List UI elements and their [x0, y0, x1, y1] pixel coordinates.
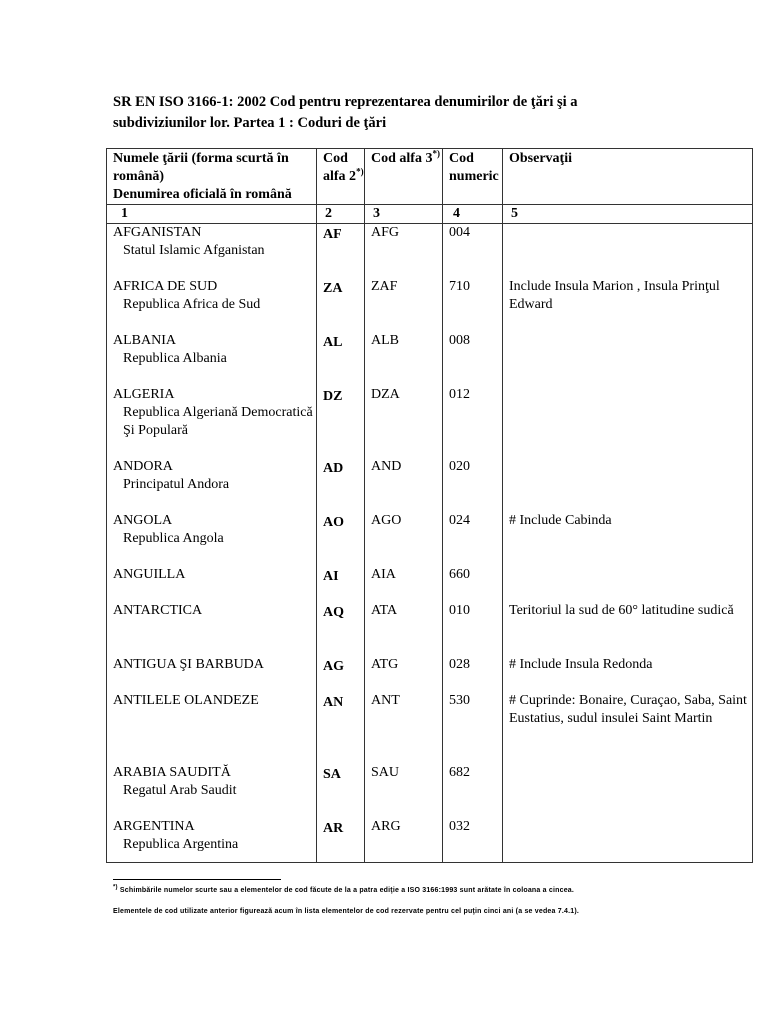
alpha2-cell — [317, 512, 365, 566]
table-row — [107, 566, 753, 602]
alpha2-cell — [317, 764, 365, 818]
numeric-cell: 530 — [443, 692, 503, 764]
header-alpha2: Cod alfa 2*) — [317, 149, 365, 205]
table-row — [107, 278, 753, 332]
table-row — [107, 386, 753, 458]
alpha2-code: AI — [323, 568, 339, 584]
numeric-cell: 032 — [443, 818, 503, 863]
footnote-line-2: Elementele de cod utilizate anterior figurează acum în lista elementelor de cod rezervate pentru cel puţin cinci ani (a se vedea 7.4.1). — [113, 908, 580, 915]
country-short-name: ANTILELE OLANDEZE — [113, 692, 259, 708]
notes-cell — [503, 224, 753, 278]
alpha2-cell — [317, 566, 365, 602]
header-numeric: Cod numeric — [443, 149, 503, 205]
alpha2-code: AG — [323, 658, 344, 674]
numeric-cell: 008 — [443, 332, 503, 386]
footnote-separator — [113, 879, 281, 880]
country-official-name: Republica Angola — [123, 530, 224, 546]
country-cell — [107, 764, 317, 818]
country-cell — [107, 386, 317, 458]
footnote-line-1: *) Schimbările numelor scurte sau a elementelor de cod făcute de la a patra ediţie a ISO 3166:1993 sunt arătate în coloana a cincea. — [113, 884, 575, 894]
country-official-name: Republica Argentina — [123, 836, 239, 852]
alpha2-code: AL — [323, 334, 343, 350]
alpha3-cell: ATA — [365, 602, 443, 656]
country-short-name: ANTIGUA ŞI BARBUDA — [113, 656, 264, 672]
column-number: 1 — [107, 205, 317, 224]
notes-cell — [503, 566, 753, 602]
column-number: 3 — [365, 205, 443, 224]
country-codes-table — [106, 148, 753, 863]
country-short-name: ANDORA — [113, 458, 173, 474]
country-short-name: ALBANIA — [113, 332, 176, 348]
numeric-cell: 012 — [443, 386, 503, 458]
header-country-name: Numele ţării (forma scurtă în română) Denumirea oficială în română — [107, 149, 317, 205]
table-row — [107, 458, 753, 512]
notes-cell: Teritoriul la sud de 60° latitudine sudică — [503, 602, 753, 656]
column-number-row — [107, 205, 753, 224]
alpha2-cell — [317, 278, 365, 332]
country-short-name: ANGUILLA — [113, 566, 186, 582]
country-official-name: Republica Albania — [123, 350, 227, 366]
numeric-cell: 020 — [443, 458, 503, 512]
alpha3-cell: AND — [365, 458, 443, 512]
table-row — [107, 224, 753, 278]
column-number: 5 — [503, 205, 753, 224]
numeric-cell: 682 — [443, 764, 503, 818]
country-short-name: AFGANISTAN — [113, 225, 202, 240]
notes-cell: # Include Insula Redonda — [503, 656, 753, 692]
alpha3-cell: ATG — [365, 656, 443, 692]
country-cell — [107, 602, 317, 656]
numeric-cell: 024 — [443, 512, 503, 566]
alpha2-code: AO — [323, 514, 344, 530]
alpha2-cell — [317, 656, 365, 692]
column-number: 4 — [443, 205, 503, 224]
alpha2-cell — [317, 458, 365, 512]
table-row — [107, 692, 753, 764]
table-row — [107, 818, 753, 863]
alpha3-cell: AIA — [365, 566, 443, 602]
alpha2-code: AR — [323, 820, 344, 836]
country-cell — [107, 278, 317, 332]
alpha3-cell: SAU — [365, 764, 443, 818]
numeric-cell: 028 — [443, 656, 503, 692]
notes-cell — [503, 386, 753, 458]
country-cell — [107, 818, 317, 863]
alpha2-code: DZ — [323, 388, 343, 404]
country-short-name: ARGENTINA — [113, 818, 195, 834]
country-cell — [107, 224, 317, 278]
notes-cell: Include Insula Marion , Insula Prinţul Edward — [503, 278, 753, 332]
country-official-name: Principatul Andora — [123, 476, 230, 492]
alpha3-cell: DZA — [365, 386, 443, 458]
alpha2-code: ZA — [323, 280, 343, 296]
table-row — [107, 602, 753, 656]
alpha2-cell — [317, 386, 365, 458]
document-title: SR EN ISO 3166-1: 2002 Cod pentru reprezentarea denumirilor de ţări şi a subdiviziunilor lor. Partea 1 : Coduri de ţări — [113, 94, 578, 131]
alpha2-cell — [317, 818, 365, 863]
country-short-name: ANTARCTICA — [113, 602, 203, 618]
table-row — [107, 764, 753, 818]
column-number: 2 — [317, 205, 365, 224]
alpha3-cell: AGO — [365, 512, 443, 566]
alpha3-cell: ZAF — [365, 278, 443, 332]
country-short-name: AFRICA DE SUD — [113, 278, 218, 294]
country-cell — [107, 692, 317, 764]
alpha3-cell: ANT — [365, 692, 443, 764]
country-official-name: Statul Islamic Afganistan — [123, 243, 265, 258]
header-alpha3: Cod alfa 3*) — [365, 149, 443, 205]
notes-cell — [503, 332, 753, 386]
alpha3-cell: ALB — [365, 332, 443, 386]
country-cell — [107, 458, 317, 512]
country-cell — [107, 656, 317, 692]
alpha2-cell — [317, 692, 365, 764]
table-row — [107, 656, 753, 692]
notes-cell — [503, 764, 753, 818]
table-row — [107, 332, 753, 386]
numeric-cell: 010 — [443, 602, 503, 656]
alpha2-code: AF — [323, 227, 342, 242]
numeric-cell: 004 — [443, 224, 503, 278]
notes-cell — [503, 458, 753, 512]
alpha2-code: AQ — [323, 604, 344, 620]
table-row — [107, 512, 753, 566]
country-short-name: ALGERIA — [113, 386, 175, 402]
country-short-name: ANGOLA — [113, 512, 173, 528]
alpha2-code: AD — [323, 460, 344, 476]
table-body — [107, 224, 753, 863]
country-official-name: Republica Algeriană Democratică Şi Populară — [123, 404, 313, 438]
alpha2-code: AN — [323, 694, 344, 710]
numeric-cell: 660 — [443, 566, 503, 602]
notes-cell — [503, 818, 753, 863]
numeric-cell: 710 — [443, 278, 503, 332]
country-cell — [107, 332, 317, 386]
alpha2-cell — [317, 332, 365, 386]
header-notes: Observaţii — [503, 149, 753, 205]
alpha2-cell — [317, 224, 365, 278]
country-short-name: ARABIA SAUDITĂ — [113, 764, 231, 780]
alpha2-code: SA — [323, 766, 341, 782]
table-header-row — [107, 149, 753, 205]
country-cell — [107, 512, 317, 566]
country-official-name: Republica Africa de Sud — [123, 296, 261, 312]
alpha3-cell: ARG — [365, 818, 443, 863]
notes-cell: # Include Cabinda — [503, 512, 753, 566]
notes-cell: # Cuprinde: Bonaire, Curaçao, Saba, Saint Eustatius, sudul insulei Saint Martin — [503, 692, 753, 764]
country-cell — [107, 566, 317, 602]
country-official-name: Regatul Arab Saudit — [123, 782, 237, 798]
alpha3-cell: AFG — [365, 224, 443, 278]
alpha2-cell — [317, 602, 365, 656]
